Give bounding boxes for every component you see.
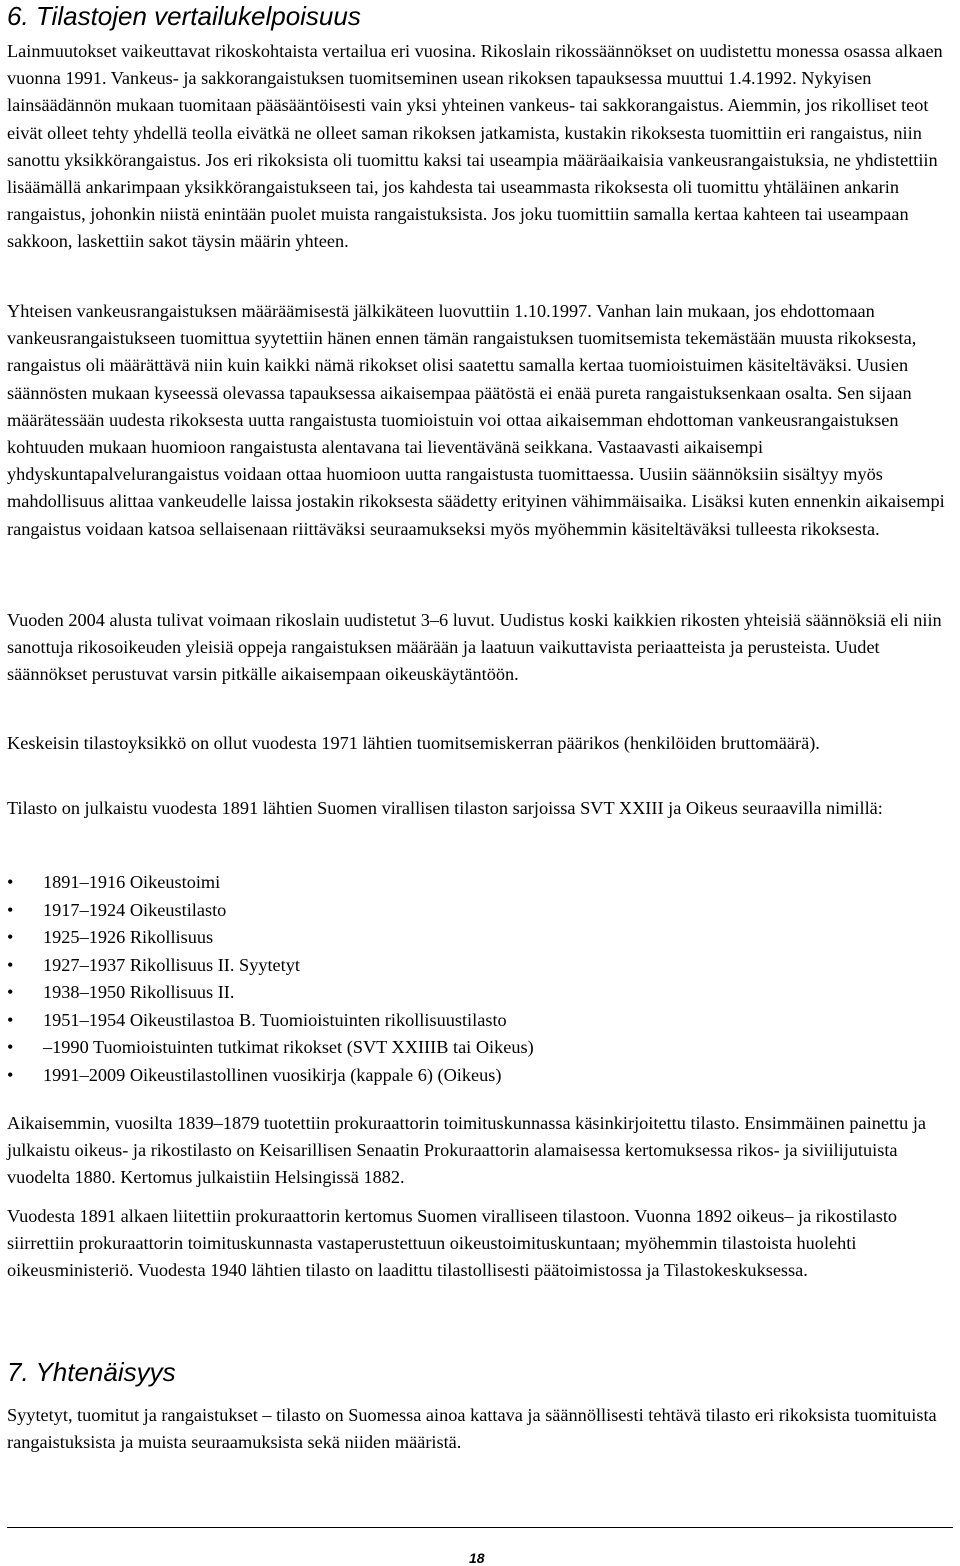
list-item: • 1891–1916 Oikeustoimi xyxy=(7,869,957,897)
section-6-paragraph-3: Vuoden 2004 alusta tulivat voimaan rikoslain uudistetut 3–6 luvut. Uudistus koski kaikkien rikosten yhteisiä säännöksiä eli niin sanottuja rikosoikeuden yleisiä oppeja rangaistuksen määrään ja laatuun vaikuttavista periaatteista ja perusteista. Uudet säännökset perustuvat varsin pitkälle aikaisempaan oikeuskäytäntöön. xyxy=(7,610,942,685)
bullet-icon: • xyxy=(7,1009,14,1030)
bullet-icon: • xyxy=(7,954,14,975)
list-item: • –1990 Tuomioistuinten tutkimat rikokset (SVT XXIIIB tai Oikeus) xyxy=(7,1034,957,1062)
section-6-paragraph-6: Aikaisemmin, vuosilta 1839–1879 tuotettiin prokuraattorin toimituskunnassa käsinkirjoitettu tilasto. Ensimmäinen painettu ja julkaistu oikeus- ja rikostilasto on Keisarillisen Senaatin Prokuraattorin alamaisessa kertomuksessa rikos- ja siviilijutuista vuodelta 1880. Kertomus julkaistiin Helsingissä 1882. xyxy=(7,1113,927,1188)
footer-divider xyxy=(7,1527,953,1528)
bullet-icon: • xyxy=(7,1064,14,1085)
list-item: • 1925–1926 Rikollisuus xyxy=(7,924,957,952)
section-6-paragraph-4: Keskeisin tilastoyksikkö on ollut vuodesta 1971 lähtien tuomitsemiskerran päärikos (henkilöiden bruttomäärä). xyxy=(7,733,820,753)
section-7-heading: 7. Yhtenäisyys xyxy=(7,1357,176,1387)
section-6-paragraph-5: Tilasto on julkaistu vuodesta 1891 lähtien Suomen virallisen tilaston sarjoissa SVT XXIII ja Oikeus seuraavilla nimillä: xyxy=(7,798,883,818)
section-6-heading: 6. Tilastojen vertailukelpoisuus xyxy=(7,1,361,31)
bullet-icon: • xyxy=(7,982,14,1002)
publication-names-list xyxy=(7,869,957,1089)
list-item: • 1938–1950 Rikollisuus II. xyxy=(7,979,957,1007)
page-number: 18 xyxy=(469,1550,485,1566)
section-6-paragraph-2: Yhteisen vankeusrangaistuksen määräämisestä jälkikäteen luovuttiin 1.10.1997. Vanhan lain mukaan, jos ehdottomaan vankeusrangaistukseen tuomittua syytettiin hänen ennen tämän rangaistuksen tuomitsemista tekemästään muusta rikoksesta, rangaistus oli määrättävä niin kuin kaikki nämä rikokset olisi saatettu samalla kertaa tuomioistuimen käsiteltäväksi. Uusien säännösten mukaan kyseessä olevassa tapauksessa aikaisempaa päätöstä ei enää pureta rangaistuksenkaan osalta. Sen sijaan määrätessään uudesta rikoksesta uutta rangaistusta tuomioistuin voi ottaa aikaisemman ehdottoman vankeusrangaistuksen kohtuuden mukaan huomioon rangaistusta alentavana tai lieventävänä seikkana. Vastaavasti aikaisempi yhdyskuntapalvelurangaistus voidaan ottaa huomioon uutta rangaistusta tuomittaessa. Uusiin säännöksiin sisältyy myös mahdollisuus alittaa vankeudelle laissa jostakin rikoksesta säädetty erityinen vähimmäisaika. Lisäksi kuten ennenkin aikaisempi rangaistus voidaan katsoa sellaisenaan riittäväksi seuraamukseksi myös myöhemmin käsiteltäväksi tulleesta rikoksesta. xyxy=(7,301,945,539)
section-7-paragraph-1: Syytetyt, tuomitut ja rangaistukset – tilasto on Suomessa ainoa kattava ja säännöllisesti tehtävä tilasto eri rikoksista tuomituista rangaistuksista ja muista seuraamuksista sekä niiden määristä. xyxy=(7,1405,937,1453)
bullet-icon: • xyxy=(7,872,14,892)
bullet-icon: • xyxy=(7,1037,14,1057)
section-6-paragraph-1: Lainmuutokset vaikeuttavat rikoskohtaista vertailua eri vuosina. Rikoslain rikossäännökset on uudistettu monessa osassa alkaen vuonna 1991. Vankeus- ja sakkorangaistuksen tuomitseminen usean rikoksen tapauksessa muuttui 1.4.1992. Nykyisen lainsäädännön mukaan tuomitaan pääsääntöisesti vain yksi yhteinen vankeus- tai sakkorangaistus. Aiemmin, jos rikolliset teot eivät olleet tehty yhdellä teolla eivätkä ne olleet saman rikoksen jatkamista, kustakin rikoksesta tuomittiin eri rangaistus, niin sanottu yksikkörangaistus. Jos eri rikoksista oli tuomittu kaksi tai useampia määräaikaisia vankeusrangaistuksia, ne yhdistettiin lisäämällä ankarimpaan yksikkörangaistukseen tai, jos kahdesta tai useammasta rikoksesta oli tuomittu yhtäläinen ankarin rangaistus, johonkin niistä enintään puolet muista rangaistuksista. Jos joku tuomittiin samalla kertaa kahteen tai useampaan sakkoon, laskettiin sakot täysin määrin yhteen. xyxy=(7,41,943,252)
list-item: • 1927–1937 Rikollisuus II. Syytetyt xyxy=(7,952,957,980)
list-item: • 1917–1924 Oikeustilasto xyxy=(7,897,957,925)
list-item: • 1991–2009 Oikeustilastollinen vuosikirja (kappale 6) (Oikeus) xyxy=(7,1062,957,1090)
bullet-icon: • xyxy=(7,899,14,920)
list-item: • 1951–1954 Oikeustilastoa B. Tuomioistuinten rikollisuustilasto xyxy=(7,1007,957,1035)
bullet-icon: • xyxy=(7,927,14,947)
section-6-paragraph-7: Vuodesta 1891 alkaen liitettiin prokuraattorin kertomus Suomen viralliseen tilastoon. Vuonna 1892 oikeus– ja rikostilasto siirrettiin prokuraattorin toimituskunnasta vastaperustettuun oikeustoimituskuntaan; myöhemmin tilastoista huolehti oikeusministeriö. Vuodesta 1940 lähtien tilasto on laadittu tilastollisesti päätoimistossa ja Tilastokeskuksessa. xyxy=(7,1206,898,1281)
